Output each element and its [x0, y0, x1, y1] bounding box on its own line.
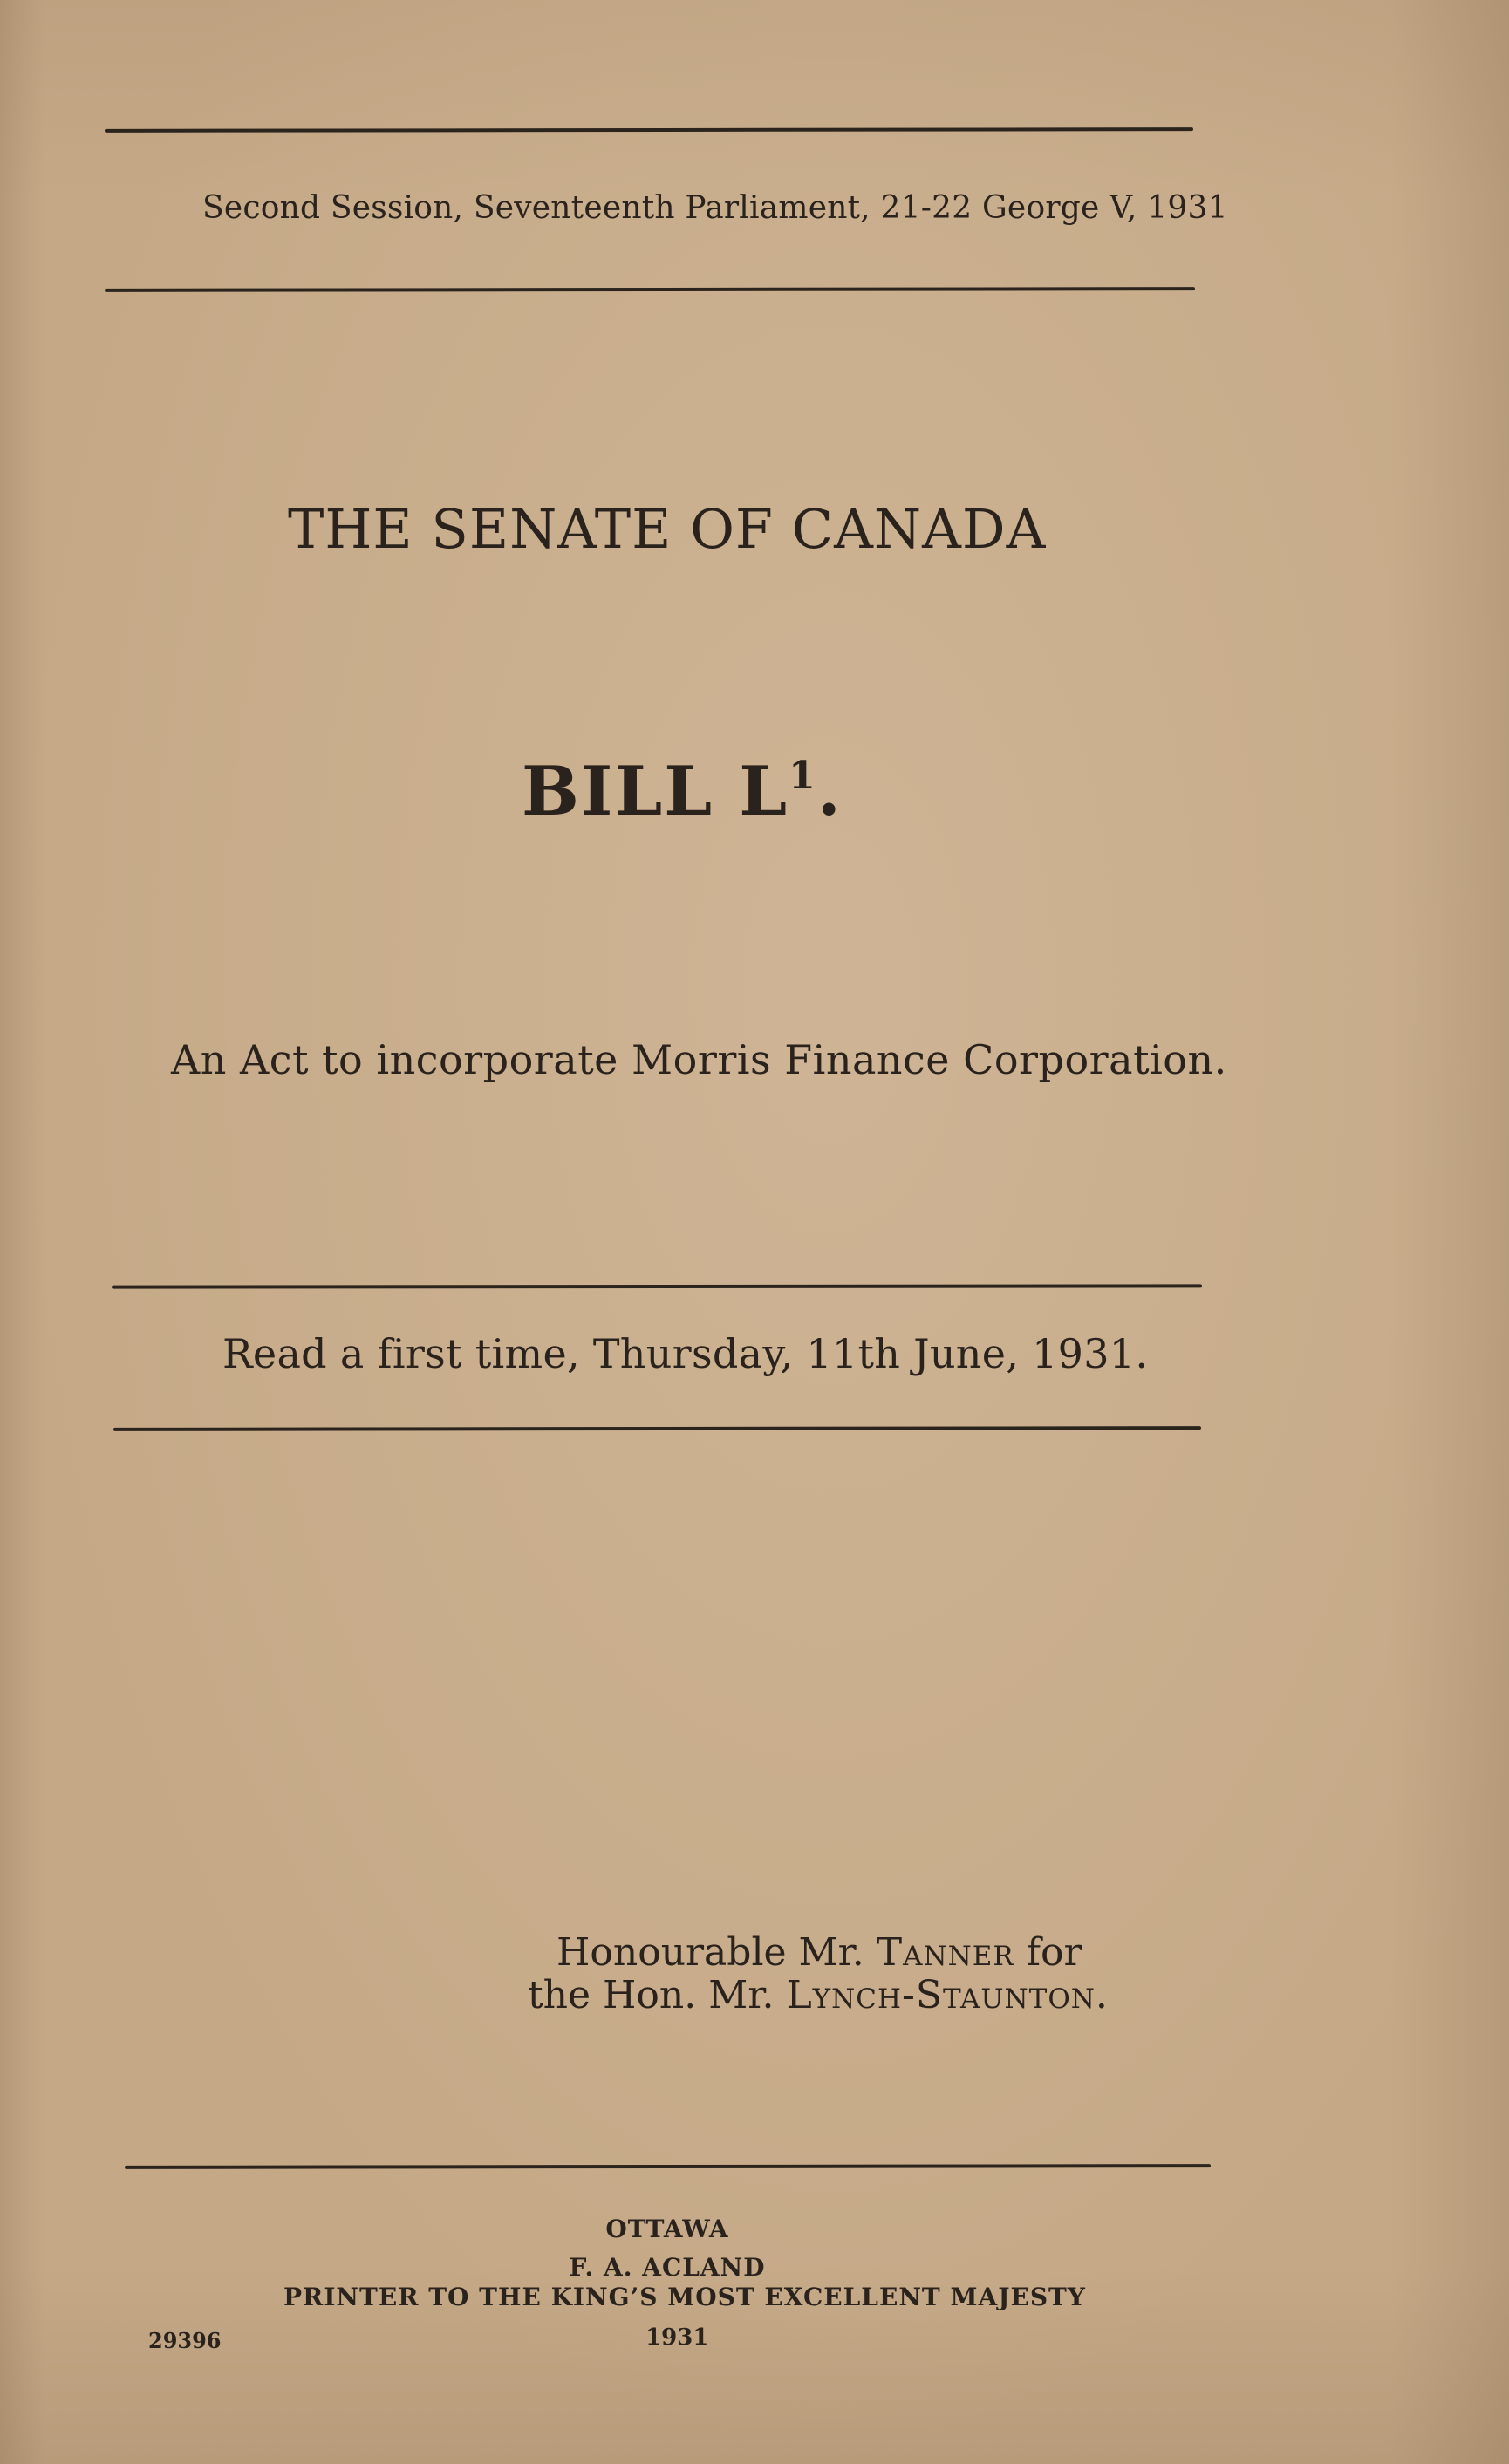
sponsor-2-prefix: the Hon. Mr.: [528, 1973, 787, 2017]
bill-suffix: .: [816, 752, 843, 831]
sponsor-2-name: Lynch-Staunton: [786, 1973, 1096, 2017]
bill-prefix: BILL L: [522, 752, 789, 831]
session-line: Second Session, Seventeenth Parliament, 21-22 George V, 1931: [202, 190, 1228, 226]
reading-line: Read a first time, Thursday, 11th June, 1931.: [222, 1330, 1149, 1377]
sponsor-1-prefix: Honourable Mr.: [556, 1930, 877, 1975]
imprint-top-rule: [125, 2164, 1211, 2169]
print-code: 29396: [148, 2328, 222, 2353]
sponsor-2-suffix: .: [1095, 1973, 1108, 2017]
reading-top-rule: [112, 1284, 1202, 1288]
imprint-year: 1931: [645, 2324, 709, 2351]
reading-bottom-rule: [113, 1426, 1201, 1431]
sponsor-1-name: Tanner: [876, 1930, 1014, 1975]
top-rule: [105, 127, 1193, 133]
act-title: An Act to incorporate Morris Finance Corporation.: [171, 1036, 1227, 1083]
sponsor-1-suffix: for: [1014, 1930, 1082, 1975]
imprint-printer: F. A. ACLAND: [569, 2253, 766, 2282]
imprint-printer-title: PRINTER TO THE KING’S MOST EXCELLENT MAJESTY: [283, 2283, 1086, 2311]
header-bottom-rule: [105, 287, 1195, 292]
imprint-city: OTTAWA: [605, 2215, 729, 2243]
sponsor-line-1: [556, 1930, 1082, 1975]
senate-heading: THE SENATE OF CANADA: [288, 497, 1047, 561]
bill-number: [522, 752, 843, 831]
bill-superscript: 1: [789, 754, 817, 798]
sponsor-line-2: [528, 1973, 1108, 2017]
